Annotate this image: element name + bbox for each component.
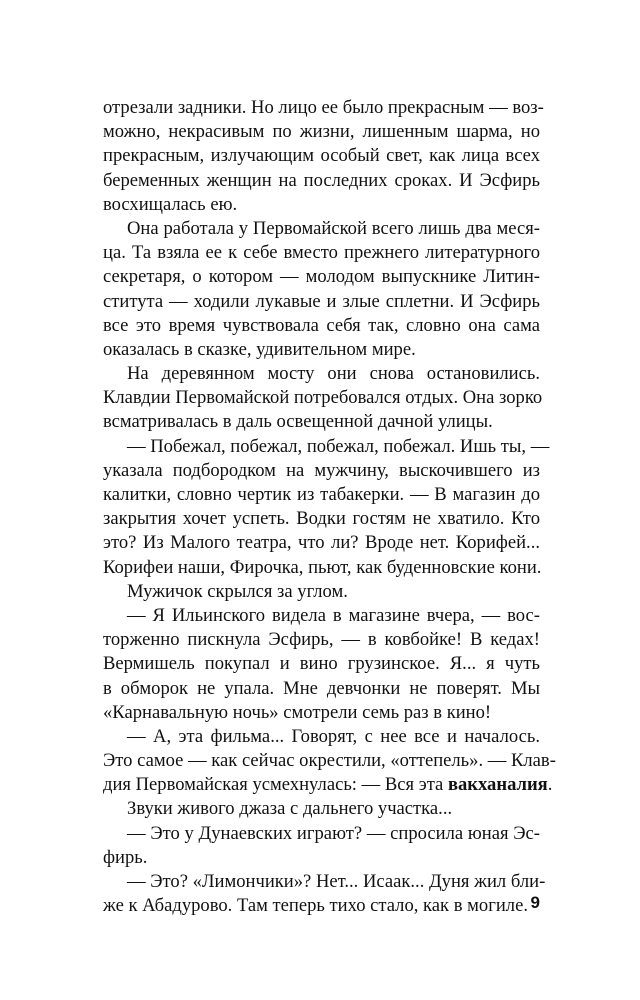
text-line: беременных женщин на последних сроках. И Эсфирь — [103, 169, 540, 191]
text-line: в обморок не упала. Мне девчонки не поверят. Мы — [103, 677, 540, 699]
text-line: оказалась в сказке, удивительном мире. — [103, 338, 416, 360]
text-line: — Я Ильинского видела в магазине вчера, — вос- — [127, 604, 540, 626]
text-line: указала подбородком на мужчину, выскочившего из — [103, 459, 540, 481]
bold-word: вакханалия — [447, 774, 548, 796]
text-line: это? Из Малого театра, что ли? Вроде нет. Корифей... — [103, 532, 540, 554]
text-line-start: дия Первомайская усмехнулась: — Вся эта — [103, 774, 448, 796]
text-line: Клавдии Первомайской потребовался отдых. Она зорко — [103, 387, 543, 409]
text-line: Это самое — как сейчас окрестили, «оттепель». — Клав- — [103, 750, 556, 772]
text-line: калитки, словно чертик из табакерки. — В магазин до — [103, 484, 540, 505]
text-line: — Это у Дунаевских играют? — спросила юная Эс- — [127, 822, 540, 844]
text-line: же к Абадурово. Там теперь тихо стало, как в могиле. — [103, 895, 528, 917]
text-line: На деревянном мосту они снова остановились. — [127, 363, 540, 385]
text-line: — Побежал, побежал, побежал, побежал. Ишь ты, — — [127, 435, 550, 457]
text-line: Вермишель покупал и вино грузинское. Я... я чуть — [103, 653, 540, 675]
text-line: Мужичок скрылся за углом. — [127, 580, 348, 602]
text-line: все это время чувствовала себя так, словно она сама — [103, 314, 540, 336]
text-line-end: . — [547, 774, 553, 796]
text-line: восхищалась ею. — [103, 193, 238, 215]
text-block — [103, 96, 556, 918]
text-line: — Это? «Лимончики»? Нет... Исаак... Дуня жил бли- — [127, 871, 546, 892]
text-line — [103, 773, 553, 797]
text-line: отрезали задники. Но лицо ее было прекрасным — воз- — [103, 97, 544, 118]
text-line: ститута — ходили лукавые и злые сплетни. И Эсфирь — [103, 290, 540, 312]
text-line: ца. Та взяла ее к себе вместо прежнего литературного — [103, 242, 540, 264]
text-line: Она работала у Первомайской всего лишь два меся- — [127, 217, 540, 239]
text-line: прекрасным, излучающим особый свет, как лица всех — [103, 145, 540, 167]
page-number: 9 — [530, 893, 540, 912]
text-line: Звуки живого джаза с дальнего участка... — [127, 798, 453, 820]
text-line: фирь. — [103, 846, 148, 868]
text-line: можно, некрасивым по жизни, лишенным шарма, но — [103, 121, 540, 143]
text-line: «Карнавальную ночь» смотрели семь раз в кино! — [103, 701, 492, 723]
text-line: — А, эта фильма... Говорят, с нее все и началось. — [127, 725, 540, 747]
text-line: закрытия хочет успеть. Водки гостям не хватило. Кто — [103, 508, 540, 530]
text-line: секретаря, о котором — молодом выпускнике Литин- — [103, 266, 540, 288]
text-line: торженно пискнула Эсфирь, — в ковбойке! В кедах! — [103, 629, 540, 651]
text-line: всматривалась в даль освещенной дачной улицы. — [103, 411, 493, 433]
text-line: Корифеи наши, Фирочка, пьют, как буденновские кони. — [103, 556, 542, 578]
